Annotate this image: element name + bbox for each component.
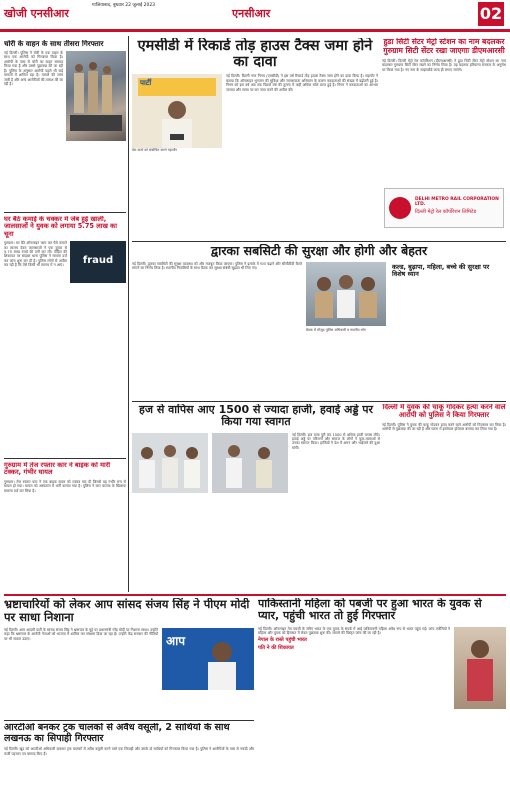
headline: चोरी के वाहन के साथ तीसरा गिरफ्तार	[4, 40, 104, 48]
headline: पाकिस्तानी महिला को पबजी पर हुआ भारत के युवक से प्यार, पहुंची भारत तो हुई गिरफ्तार	[258, 598, 482, 623]
story-body: नई दिल्ली। पुलिस ने युवक की चाकू गोदकर हत्या करने वाले आरोपी को गिरफ्तार कर लिया है। आरोपी से पूछताछ की जा रही है और घटना में इस्तेमाल हथियार बरामद कर लिया गया है।	[382, 422, 506, 432]
story-body: नई दिल्ली। द्वारका सबसिटी की सुरक्षा व्यवस्था को और मजबूत किया जाएगा। पुलिस ने इलाके में गश्त बढ़ाने और सीसीटीवी कैमरे लगाने का निर्णय लिया है। स्थानीय निवासियों के साथ बैठक कर सुरक्षा संबंधी सुझाव भी लिए गए।	[132, 262, 302, 271]
story-hajj-return	[132, 404, 380, 592]
story-stabbing-arrest	[382, 404, 506, 592]
dmrc-logo-subtitle: दिल्ली मेट्रो रेल कॉर्पोरेशन लिमिटेड	[415, 209, 477, 215]
lead-story-mcd	[132, 38, 378, 238]
side-headline: कल्ड, बुढ़ापा, महिला, बच्चे की सुरक्षा पर विशेष ध्यान	[392, 263, 490, 279]
couple-photo	[454, 627, 506, 709]
headline: आरटीओ बनकर ट्रक चालकों से अवैध वसूली, 2 साथियों के साथ लखनऊ का सिपाही गिरफ्तार	[4, 723, 230, 744]
divider	[4, 720, 254, 721]
story-body: नई दिल्ली। दिल्ली मेट्रो रेल कॉर्पोरेशन (डीएमआरसी) ने हुडा सिटी सेंटर मेट्रो स्टेशन का नाम बदलकर गुरुग्राम सिटी सेंटर रखने का निर्णय लिया है। यह बदलाव हरियाणा सरकार के अनुरोध पर किया गया है। नए नाम के साइनबोर्ड जल्द ही लगाए जाएंगे।	[382, 59, 506, 72]
hajj-crowd-illustration	[132, 433, 208, 493]
police-team-photo	[66, 51, 126, 141]
photo-caption: प्रेस वार्ता को संबोधित करते महापौर	[132, 148, 177, 153]
hajj-welcome-illustration	[212, 433, 288, 493]
photo-caption: बैठक में मौजूद पुलिस अधिकारी व स्थानीय लोग	[306, 328, 366, 332]
aap-logo-text: आप	[166, 633, 186, 648]
divider	[4, 212, 126, 213]
story-pakistani-woman	[258, 598, 506, 798]
dmrc-logo-box	[384, 188, 504, 228]
fraud-illustration	[70, 241, 126, 283]
story-body: नई दिल्ली। पुलिस ने चोरी के एक वाहन के साथ एक आरोपी को गिरफ्तार किया है। आरोपी के पास से चोरी का वाहन बरामद किया गया है और उससे पूछताछ की जा रही है। पुलिस के अनुसार आरोपी पहले भी कई मामलों में शामिल रहा है। मामले की जांच जारी है और अन्य आरोपियों की तलाश की जा रही है।	[4, 51, 63, 86]
divider	[4, 458, 126, 459]
story-dwarka-security	[132, 244, 506, 399]
news-photo	[66, 51, 126, 141]
story-sanjay-singh	[4, 598, 254, 718]
press-conference-photo	[132, 74, 222, 148]
lead-headline: एमसीडी में रिकार्ड तोड़ हाउस टैक्स जमा होने का दावा	[137, 38, 373, 71]
section-title: एनसीआर	[232, 7, 271, 20]
dateline: गाजियाबाद, बुधवार 22 जुलाई 2023	[92, 3, 156, 8]
story-body: नई दिल्ली। हज यात्रा पूरी कर 1500 से अधिक हाजी वापस लौटे। हवाई अड्डे पर परिजनों और समाज के लोगों ने फूल-मालाओं से उनका स्वागत किया। हाजियों ने देश में अमन और भाईचारे की दुआ मांगी।	[292, 432, 380, 450]
story-car-accident	[4, 462, 126, 592]
page-header	[0, 0, 510, 32]
party-banner-text: पार्टी	[140, 79, 152, 88]
story-body: नई दिल्ली। ऑनलाइन गेम पबजी के जरिए भारत के एक युवक के संपर्क में आई पाकिस्तानी महिला अवैध रूप से भारत पहुंच गई। जांच एजेंसियों ने महिला और युवक को हिरासत में लेकर पूछताछ शुरू की। मामले की विस्तृत जांच की जा रही है।	[258, 626, 450, 636]
side-info-box	[390, 262, 502, 362]
divider	[132, 241, 506, 242]
story-rto-extortion	[4, 723, 254, 798]
headline: हज से वापिस आए 1500 से ज्यादा हाजी, हवाई अड्डे पर किया गया स्वागत	[138, 404, 374, 429]
headline: द्वारका सबसिटी की सुरक्षा और होगी और बेहतर	[210, 244, 428, 258]
dmrc-logo-title: DELHI METRO RAIL CORPORATION LTD.	[415, 197, 499, 207]
fraud-photo-text: fraud	[82, 255, 114, 267]
sub-headline: नेपाल के रास्ते पहुंची भारत	[258, 637, 307, 644]
story-body: नई दिल्ली। दिल्ली नगर निगम (एमसीडी) ने इस वर्ष रिकार्ड तोड़ हाउस टैक्स जमा होने का दावा किया है। महापौर ने बताया कि ऑनलाइन भुगतान की सुविधा और जागरूकता अभियान के कारण करदाताओं की संख्या में बढ़ोतरी हुई है। निगम को इस वर्ष अब तक पिछले वर्ष की तुलना में कहीं अधिक राशि प्राप्त हुई है। निगम ने करदाताओं का आभार जताया और समय पर कर जमा करने की अपील की।	[226, 74, 378, 92]
sub-headline: पति ने की शिकायत	[258, 645, 294, 652]
story-body: गुरुग्राम। तेज रफ्तार कार ने एक बाइक सवार को टक्कर मार दी जिससे वह गंभीर रूप से घायल हो गया। घायल को अस्पताल में भर्ती कराया गया है। पुलिस ने कार चालक के खिलाफ मामला दर्ज कर लिया है।	[4, 479, 126, 493]
story-metro-rename	[382, 38, 506, 238]
masthead: खोजी एनसीआर	[4, 7, 69, 20]
column-divider	[128, 36, 129, 592]
headline: गुरुग्राम में तेज रफ्तार कार ने बाइक को मारी टक्कर, गंभीर घायल	[4, 462, 111, 477]
divider	[132, 401, 506, 402]
headline: हुडा सिटी सेंटर मेट्रो स्टेशन का नाम बदलकर गुरुग्राम सिटी सेंटर रखा जाएगाः डीएमआरसी	[383, 38, 505, 55]
hajj-photo-right	[212, 433, 288, 493]
sanjay-singh-photo	[162, 628, 254, 690]
story-vehicle-theft	[4, 40, 126, 210]
story-body: नई दिल्ली। आम आदमी पार्टी के सांसद संजय सिंह ने भ्रष्टाचार के मुद्दे पर प्रधानमंत्री नरेंद्र मोदी पर निशाना साधा। उन्होंने कहा कि भ्रष्टाचार के आरोपी नेताओं को भाजपा में शामिल कर संरक्षण दिया जा रहा है। उन्होंने केंद्र सरकार की नीतियों पर भी सवाल उठाए।	[4, 627, 158, 641]
story-body: गुरुग्राम। घर बैठे ऑनलाइन काम कर पैसे कमाने का लालच देकर जालसाजों ने एक युवक से 5.75 लाख रुपये की ठगी कर ली। पीड़ित की शिकायत पर साइबर थाना पुलिस ने मामला दर्ज कर जांच शुरू कर दी है। पुलिस लोगों से अपील कर रही है कि ऐसे किसी भी लालच में न आएं।	[4, 241, 67, 268]
couple-illustration	[454, 627, 506, 709]
page-number: 02	[478, 2, 504, 26]
meeting-illustration	[306, 262, 386, 326]
dmrc-logo-icon	[389, 197, 411, 219]
headline: भ्रष्टाचारियों को लेकर आप सांसद संजय सिंह ने पीएम मोदी पर साधा निशाना	[4, 598, 250, 624]
hajj-photo-left	[132, 433, 208, 493]
police-meeting-photo	[306, 262, 386, 326]
headline: दिल्ली में युवक की चाकू गोदकर हत्या करने वाले आरोपी को पुलिस ने किया गिरफ्तार	[382, 404, 506, 419]
story-online-fraud	[4, 216, 126, 456]
story-body: नई दिल्ली। खुद को आरटीओ अधिकारी बताकर ट्रक चालकों से अवैध वसूली करने वाले एक सिपाही और उसके दो साथियों को गिरफ्तार किया गया है। पुलिस ने आरोपियों के पास से नकदी और फर्जी पहचान पत्र बरामद किए हैं।	[4, 747, 254, 756]
divider	[4, 594, 506, 596]
headline: घर बैठे कमाई के चक्कर में जेब हुई खाली, जालसाजों ने युवक को लगाया 5.75 लाख का चूना	[4, 216, 117, 238]
